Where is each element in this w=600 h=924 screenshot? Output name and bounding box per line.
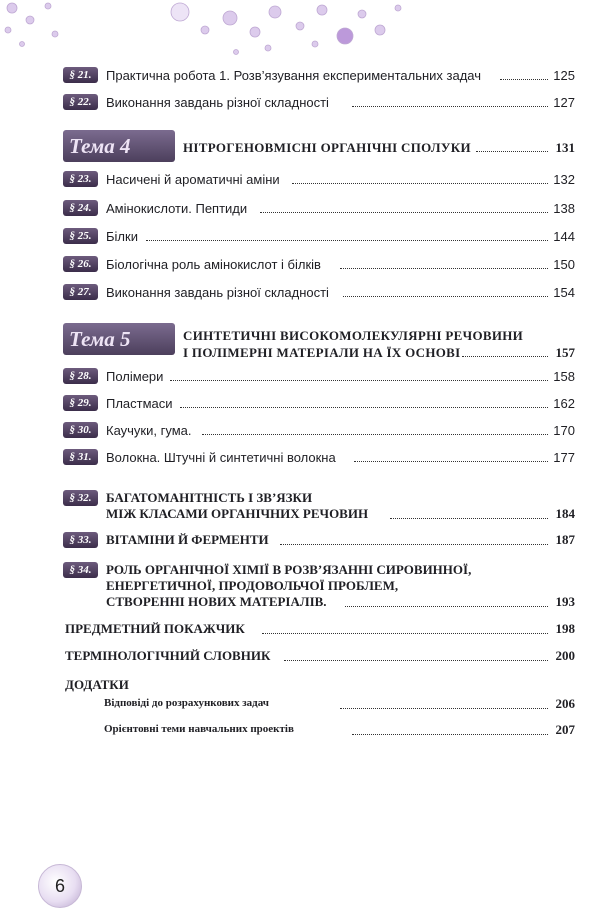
- dot-leader: [343, 296, 548, 297]
- page-number: 170: [553, 423, 575, 438]
- entry-title: Волокна. Штучні й синтетичні волокна: [106, 450, 336, 465]
- topic-title-line1: СИНТЕТИЧНІ ВИСОКОМОЛЕКУЛЯРНІ РЕЧОВИНИ: [183, 328, 524, 343]
- entry-title: Полімери: [106, 369, 164, 384]
- section-badge: § 26.: [63, 256, 98, 272]
- topic-label: Тема 4: [63, 130, 175, 162]
- entry-title: Насичені й ароматичні аміни: [106, 172, 280, 187]
- section-badge: § 21.: [63, 67, 98, 83]
- topic-title-line2: І ПОЛІМЕРНІ МАТЕРІАЛИ НА ЇХ ОСНОВІ: [183, 345, 461, 360]
- entry-title: ПРЕДМЕТНИЙ ПОКАЖЧИК: [65, 621, 245, 636]
- dot-leader: [280, 544, 548, 545]
- page-number: 207: [555, 722, 575, 737]
- page-number: 193: [555, 594, 575, 609]
- toc-entry[interactable]: [0, 66, 600, 86]
- entry-title-line2: МІЖ КЛАСАМИ ОРГАНІЧНИХ РЕЧОВИН: [106, 506, 369, 521]
- section-badge: § 27.: [63, 284, 98, 300]
- entry-title: ТЕРМІНОЛОГІЧНИЙ СЛОВНИК: [65, 648, 271, 663]
- decorative-bubbles: [0, 0, 600, 70]
- entry-title: Виконання завдань різної складності: [106, 95, 329, 110]
- dot-leader: [476, 151, 548, 152]
- dot-leader: [146, 240, 548, 241]
- page-number: 154: [553, 285, 575, 300]
- toc-entry[interactable]: [0, 93, 600, 113]
- page-number: 131: [555, 140, 575, 155]
- toc-entry[interactable]: [0, 421, 600, 441]
- entry-title: Каучуки, гума.: [106, 423, 192, 438]
- entry-title: Відповіді до розрахункових задач: [104, 697, 269, 709]
- entry-title: Практична робота 1. Розв’язування експериментальних задач: [106, 68, 482, 83]
- dot-leader: [462, 356, 548, 357]
- section-badge: § 25.: [63, 228, 98, 244]
- toc-entry[interactable]: [0, 227, 600, 247]
- entry-title-line1: РОЛЬ ОРГАНІЧНОЇ ХІМІЇ В РОЗВ’ЯЗАННІ СИРОВИННОЇ,: [106, 562, 472, 577]
- page-number-badge: 6: [38, 864, 82, 908]
- page-number: 144: [553, 229, 575, 244]
- page-number: 184: [555, 506, 575, 521]
- dot-leader: [340, 268, 548, 269]
- section-badge: § 33.: [63, 532, 98, 548]
- toc-entry[interactable]: [0, 394, 600, 414]
- toc-entry[interactable]: [0, 283, 600, 303]
- section-badge: § 24.: [63, 200, 98, 216]
- page-number: 150: [553, 257, 575, 272]
- page-number: 187: [555, 532, 575, 547]
- section-badge: § 30.: [63, 422, 98, 438]
- section-badge: § 28.: [63, 368, 98, 384]
- entry-title: Білки: [106, 229, 138, 244]
- toc-entry[interactable]: [0, 170, 600, 190]
- dot-leader: [260, 212, 548, 213]
- section-badge: § 29.: [63, 395, 98, 411]
- entry-title: Пластмаси: [106, 396, 173, 411]
- page-number: 198: [555, 621, 575, 636]
- page-number: 158: [553, 369, 575, 384]
- dot-leader: [262, 633, 548, 634]
- page-number: 132: [553, 172, 575, 187]
- dot-leader: [352, 106, 548, 107]
- entry-title-line2: ЕНЕРГЕТИЧНОЇ, ПРОДОВОЛЬЧОЇ ПРОБЛЕМ,: [106, 578, 399, 593]
- section-badge: § 34.: [63, 562, 98, 578]
- dot-leader: [354, 461, 548, 462]
- page-number: 200: [555, 648, 575, 663]
- section-badge: § 31.: [63, 449, 98, 465]
- entry-title: Біологічна роль амінокислот і білків: [106, 257, 321, 272]
- dot-leader: [202, 434, 548, 435]
- page-number: 127: [553, 95, 575, 110]
- page-number: 157: [555, 345, 575, 360]
- dot-leader: [180, 407, 548, 408]
- entry-title: Амінокислоти. Пептиди: [106, 201, 248, 216]
- entry-title: Виконання завдань різної складності: [106, 285, 329, 300]
- entry-title: ВІТАМІНИ Й ФЕРМЕНТИ: [106, 532, 269, 547]
- toc-entry[interactable]: [0, 255, 600, 275]
- entry-title-line3: СТВОРЕННІ НОВИХ МАТЕРІАЛІВ.: [106, 594, 327, 609]
- dot-leader: [170, 380, 548, 381]
- topic-label: Тема 5: [63, 323, 175, 355]
- page-number: 162: [553, 396, 575, 411]
- toc-topic-entry[interactable]: [0, 138, 600, 158]
- page-number: 138: [553, 201, 575, 216]
- section-badge: § 23.: [63, 171, 98, 187]
- entry-title-line1: БАГАТОМАНІТНІСТЬ І ЗВ’ЯЗКИ: [106, 490, 313, 505]
- topic-title: НІТРОГЕНОВМІСНІ ОРГАНІЧНІ СПОЛУКИ: [183, 140, 471, 155]
- toc-entry[interactable]: [0, 199, 600, 219]
- toc-entry[interactable]: [0, 367, 600, 387]
- page-number: 206: [555, 696, 575, 711]
- section-badge: § 32.: [63, 490, 98, 506]
- entry-title: Орієнтовні теми навчальних проектів: [104, 723, 294, 735]
- dot-leader: [500, 79, 548, 80]
- page-number: 125: [553, 68, 575, 83]
- appendices-heading: ДОДАТКИ: [65, 677, 129, 692]
- dot-leader: [340, 708, 548, 709]
- dot-leader: [352, 734, 548, 735]
- page-number: 177: [553, 450, 575, 465]
- dot-leader: [284, 660, 548, 661]
- dot-leader: [292, 183, 548, 184]
- section-badge: § 22.: [63, 94, 98, 110]
- dot-leader: [345, 606, 548, 607]
- toc-entry[interactable]: [0, 448, 600, 468]
- dot-leader: [390, 518, 548, 519]
